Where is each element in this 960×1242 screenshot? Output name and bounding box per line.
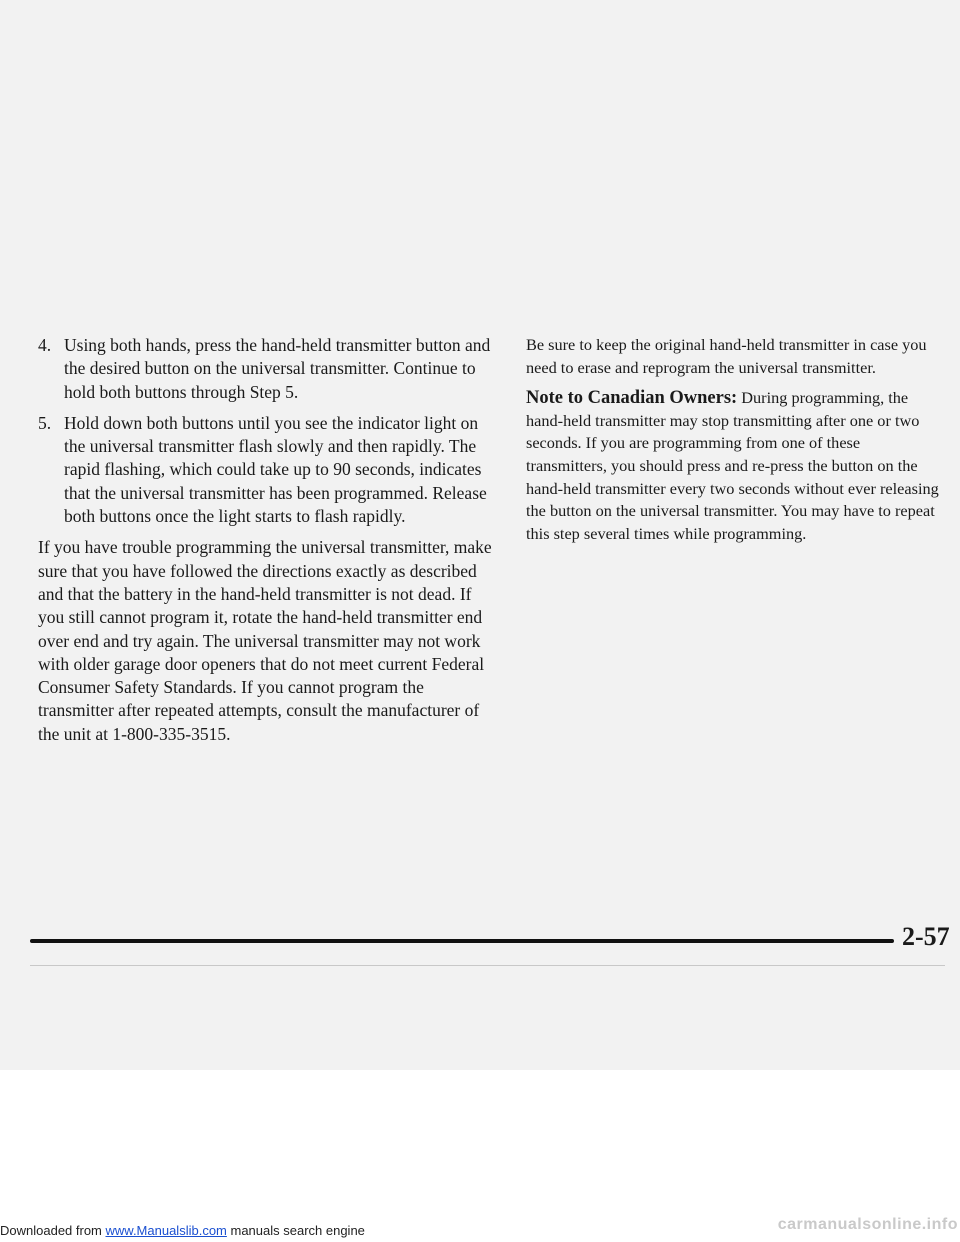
- footer-prefix: Downloaded from: [0, 1223, 106, 1238]
- footer-suffix: manuals search engine: [226, 1223, 365, 1238]
- step-number: 4.: [38, 335, 52, 355]
- step-text: Using both hands, press the hand-held transmitter button and the desired button on the universal transmitter. Continue to hold both buttons through Step 5.: [64, 335, 491, 402]
- right-column: [526, 334, 940, 553]
- canadian-note: [526, 387, 940, 545]
- footer-rule: [30, 939, 894, 943]
- manualslib-link[interactable]: www.Manualslib.com: [105, 1223, 227, 1238]
- note-heading: Note to Canadian Owners:: [526, 388, 738, 409]
- note-text: During programming, the hand-held transmitter may stop transmitting after one or two seconds. If you are programming from one of these transmitters, you should press and re-press the button on the hand-held transmitter every two seconds without ever releasing the button on the universal transmitter. You may have to repeat this step several times while programming.: [526, 388, 939, 543]
- troubleshooting-paragraph: If you have trouble programming the universal transmitter, make sure that you have followed the directions exactly as described and that the battery in the hand-held transmitter is not dead. If you still cannot program it, rotate the hand-held transmitter end over end and try again. The universal transmitter may not work with older garage door openers that do not meet current Federal Consumer Safety Standards. If you cannot program the transmitter after repeated attempts, consult the manufacturer of the unit at 1-800-335-3515.: [38, 537, 492, 744]
- faint-rule: [30, 965, 945, 966]
- watermark: carmanualsonline.info: [777, 1216, 958, 1233]
- step-item: [38, 334, 500, 404]
- keep-transmitter-paragraph: Be sure to keep the original hand-held transmitter in case you need to erase and reprogram the universal transmitter.: [526, 335, 927, 377]
- page-number: 2-57: [902, 922, 950, 951]
- step-text: Hold down both buttons until you see the indicator light on the universal transmitter flash slowly and then rapidly. The rapid flashing, which could take up to 90 seconds, indicates that the universal transmitter has been programmed. Release both buttons once the light starts to flash rapidly.: [64, 412, 487, 527]
- download-footer: [0, 1223, 365, 1238]
- step-item: [38, 412, 500, 528]
- left-column: [38, 334, 500, 754]
- step-number: 5.: [38, 412, 52, 433]
